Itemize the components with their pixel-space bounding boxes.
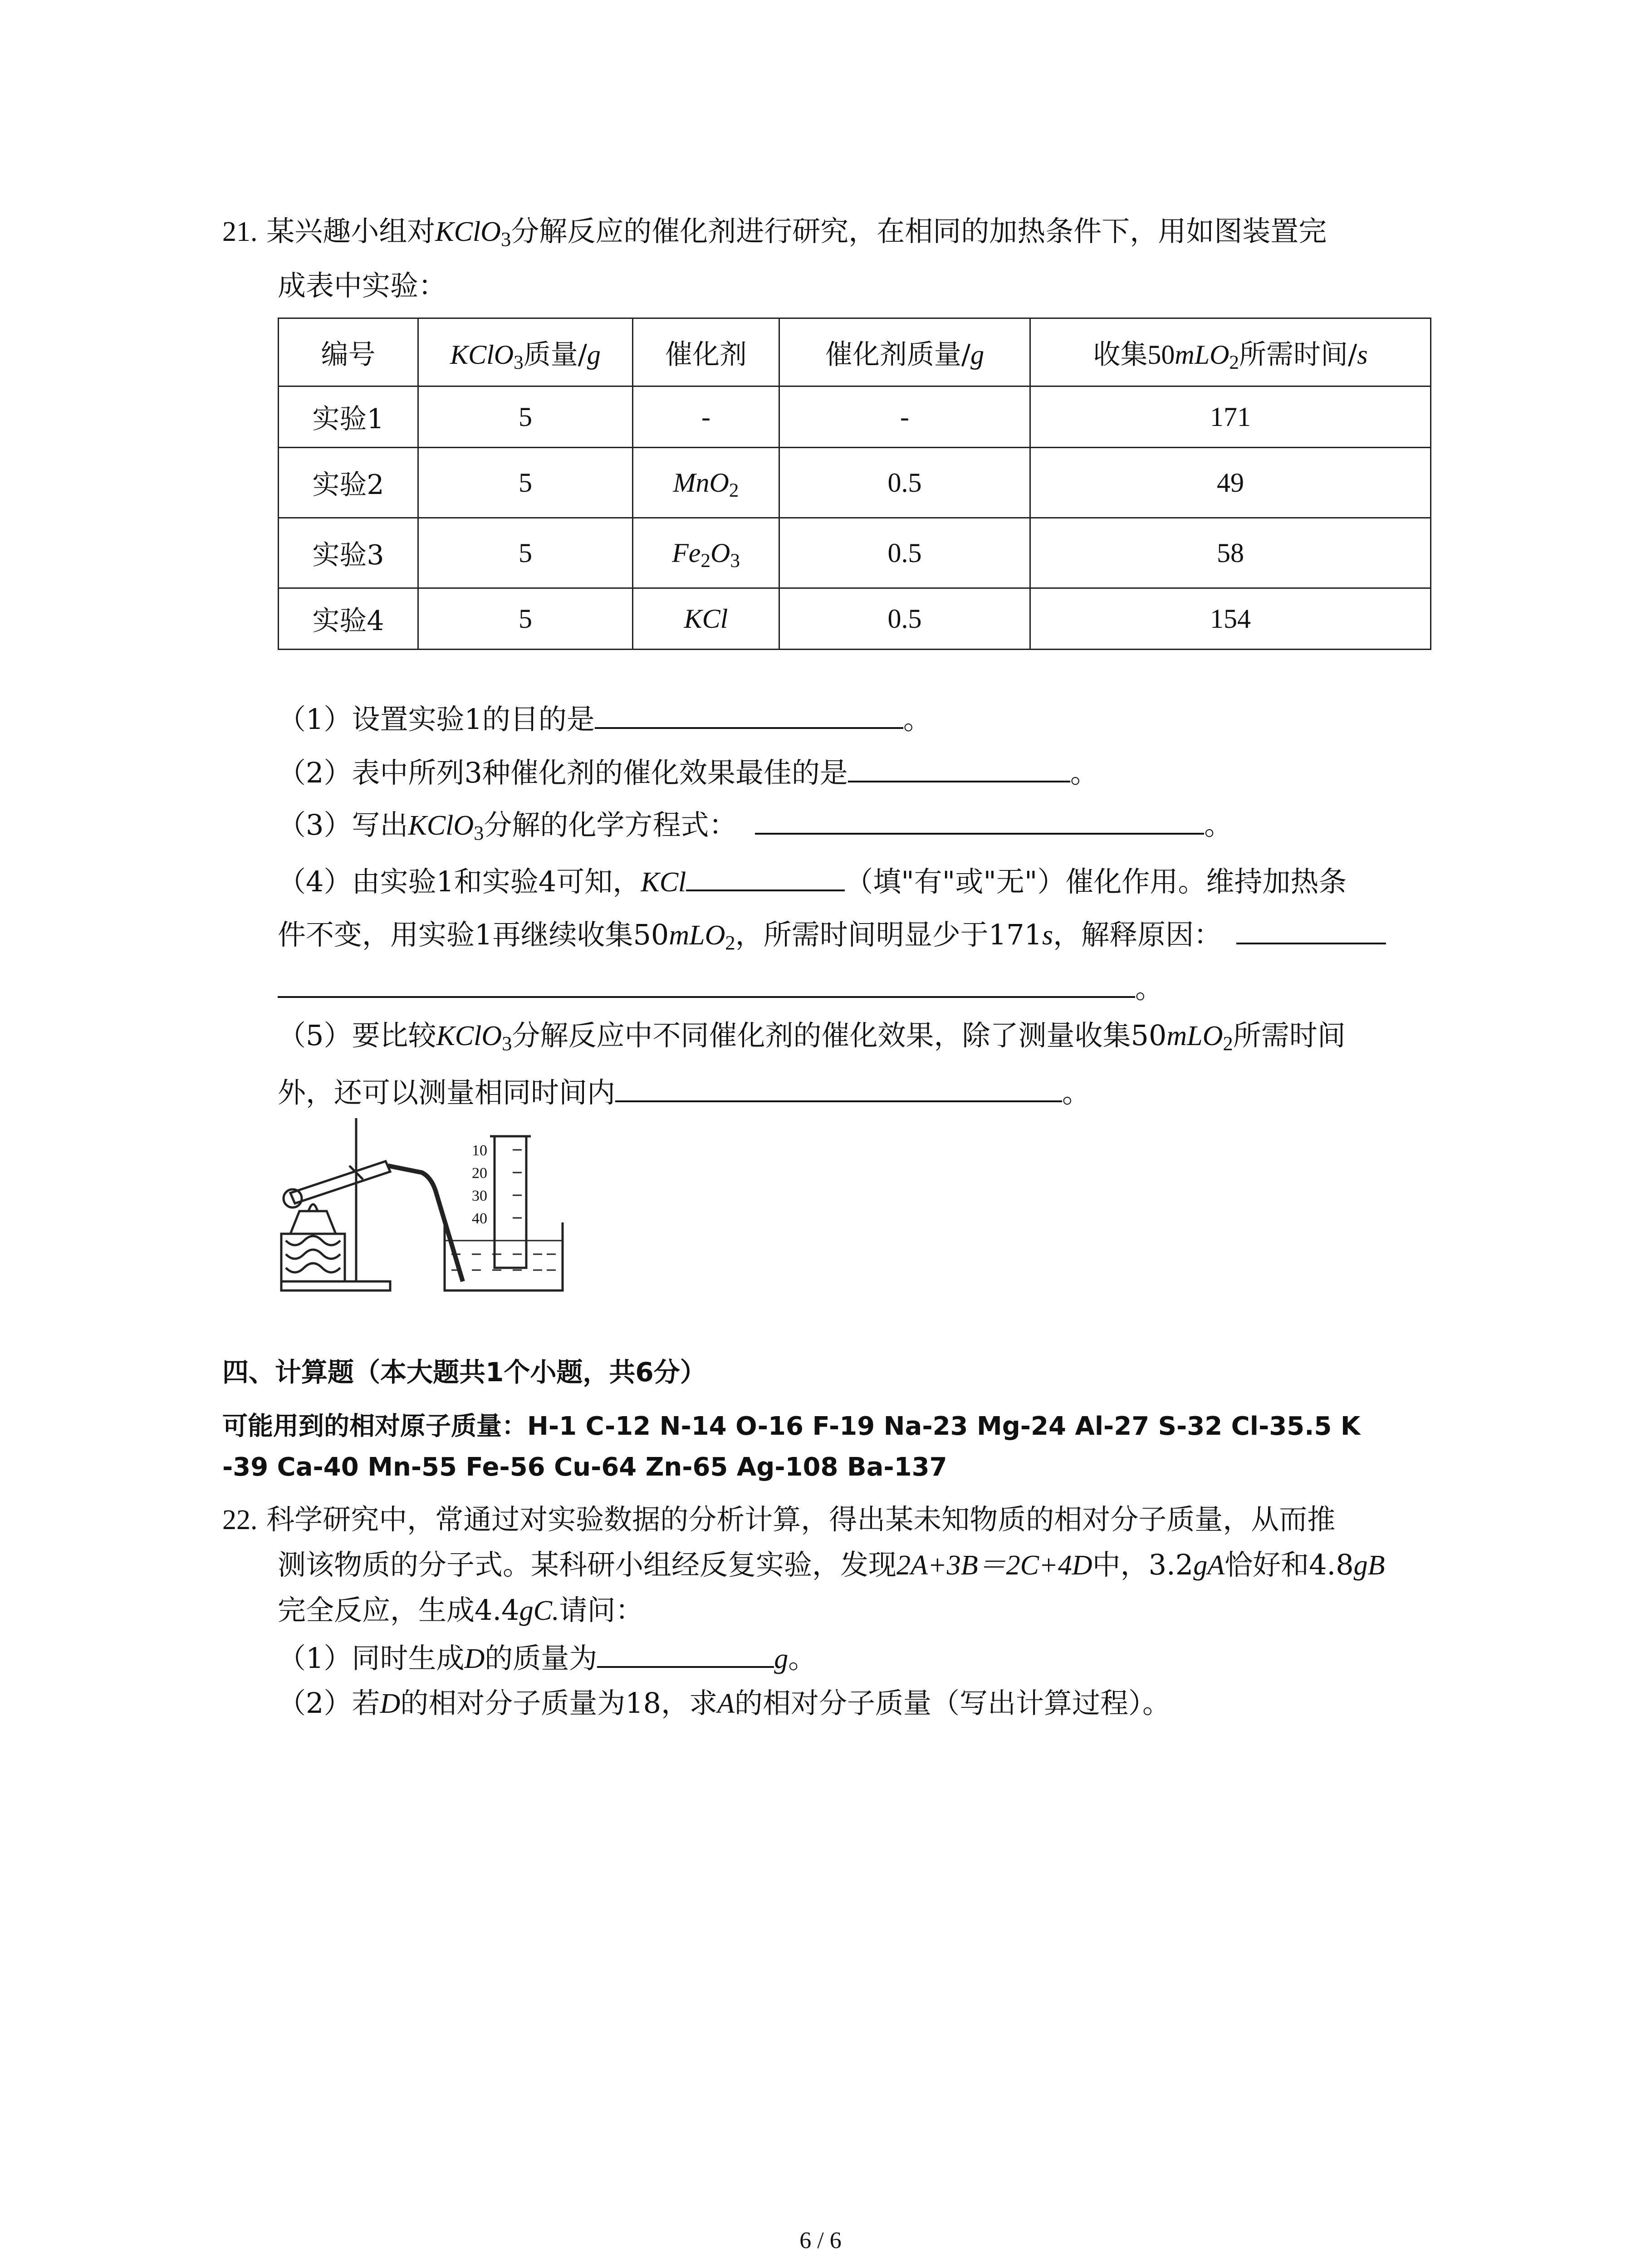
table-cell: 5 bbox=[418, 588, 633, 650]
table-row bbox=[279, 588, 1431, 650]
table-header-cell: KClO$_3$质量/g bbox=[418, 318, 633, 386]
answer-blank[interactable] bbox=[278, 970, 1135, 998]
q21-sub3-text-a: （3）写出 bbox=[278, 808, 408, 841]
section-title: 四、计算题（本大题共1个小题，共6分） bbox=[222, 1357, 706, 1388]
table-cell: - bbox=[633, 386, 779, 448]
table-cell-catalyst: $Fe_2O_3$ bbox=[633, 518, 779, 588]
table-row bbox=[279, 518, 1431, 588]
delivery-tube bbox=[388, 1166, 463, 1281]
q21-sub5-text-a: （5）要比较 bbox=[278, 1019, 436, 1052]
alcohol-lamp bbox=[290, 1211, 336, 1234]
q22-equation: 2A+3B＝2C+4D bbox=[896, 1550, 1092, 1581]
q21-stem-line1 bbox=[222, 213, 1327, 250]
table-header-row bbox=[279, 318, 1431, 386]
table-cell: 0.5 bbox=[779, 448, 1030, 518]
q22-line2: 测该物质的分子式。某科研小组经反复实验，发现2A+3B＝2C+4D中，3.2gA恰好和4.8gB bbox=[278, 1548, 1385, 1581]
q22-line3: 完全反应，生成4.4gC.请问： bbox=[278, 1593, 644, 1627]
cylinder-mark: 40 bbox=[472, 1210, 487, 1227]
q21-sub1-text: （1）设置实验1的目的是 bbox=[278, 703, 595, 736]
table-cell-catalyst: MnO$_2$ bbox=[633, 448, 779, 518]
table-cell: - bbox=[779, 386, 1030, 448]
period: 。 bbox=[1070, 756, 1098, 789]
table-cell: 5 bbox=[418, 386, 633, 448]
test-tube bbox=[290, 1161, 390, 1203]
q21-number: 21. bbox=[222, 216, 258, 247]
q22-line3-text-b: 请问： bbox=[559, 1593, 644, 1627]
period: 。 bbox=[1062, 1076, 1091, 1109]
q21-sub5-line2 bbox=[278, 1074, 1090, 1111]
q21-sub4-text-d: ，所需时间明显少于171 bbox=[735, 918, 1043, 951]
q21-sub4-text-a: （4）由实验1和实验4可知， bbox=[278, 865, 641, 898]
q22-sub2-text-c: 的相对分子质量（写出计算过程）。 bbox=[735, 1686, 1171, 1720]
q21-sub4-text-e: ，解释原因： bbox=[1053, 918, 1222, 951]
q21-sub2 bbox=[278, 754, 1098, 791]
answer-blank[interactable] bbox=[615, 1074, 1062, 1102]
table-cell-catalyst: KCl bbox=[633, 588, 779, 650]
table-header-cell: 催化剂质量/g bbox=[779, 318, 1030, 386]
stand-base bbox=[281, 1281, 390, 1290]
q21-sub4-text-b: （填"有"或"无"）催化作用。维持加热条 bbox=[845, 865, 1347, 898]
table-cell: 58 bbox=[1030, 518, 1431, 588]
q22-line2-text-a: 测该物质的分子式。某科研小组经反复实验，发现 bbox=[278, 1548, 897, 1581]
table-cell: 0.5 bbox=[779, 518, 1030, 588]
q22-sub2-text-a: （2）若 bbox=[278, 1686, 380, 1720]
q21-sub5-text-d: 外，还可以测量相同时间内 bbox=[278, 1076, 616, 1109]
q21-sub4-line1: （4）由实验1和实验4可知，KCl （填"有"或"无"）催化作用。维持加热条 bbox=[278, 863, 1347, 900]
cylinder-mark: 30 bbox=[472, 1188, 487, 1204]
table-cell: 5 bbox=[418, 448, 633, 518]
period: 。 bbox=[903, 703, 931, 736]
q21-stem-line2: 成表中实验： bbox=[278, 269, 447, 302]
q21-sub5-text-b: 分解反应中不同催化剂的催化效果，除了测量收集50 bbox=[512, 1019, 1167, 1052]
answer-blank[interactable] bbox=[848, 754, 1070, 782]
q21-stem-sub: 3 bbox=[500, 228, 511, 251]
q22-line2-text-b: 中，3.2 bbox=[1092, 1548, 1194, 1581]
cylinder-mark: 20 bbox=[472, 1165, 487, 1182]
q21-sub4-text-c: 件不变，用实验1再继续收集50 bbox=[278, 918, 669, 951]
answer-blank[interactable] bbox=[1236, 916, 1386, 944]
q22-line3-text-a: 完全反应，生成4.4 bbox=[278, 1593, 519, 1627]
q21-sub3: （3）写出KClO$_3$分解的化学方程式： 。 bbox=[278, 807, 1232, 844]
table-cell: 0.5 bbox=[779, 588, 1030, 650]
answer-blank[interactable] bbox=[597, 1640, 774, 1668]
q22-line1-text: 科学研究中，常通过对实验数据的分析计算，得出某未知物质的相对分子质量，从而推 bbox=[266, 1503, 1336, 1536]
q21-sub1 bbox=[278, 701, 931, 738]
q22-sub1: （1）同时生成D的质量为 g。 bbox=[278, 1640, 816, 1677]
q21-sub4-line3 bbox=[278, 970, 1163, 1007]
answer-blank[interactable] bbox=[595, 701, 903, 729]
q21-stem-a: 某兴趣小组对 bbox=[266, 215, 436, 248]
table-cell: 实验2 bbox=[279, 448, 418, 518]
q21-sub4-line2: 件不变，用实验1再继续收集50mLO$_2$，所需时间明显少于171s，解释原因： bbox=[278, 916, 1386, 953]
q22-number: 22. bbox=[222, 1505, 258, 1535]
table-cell: 实验3 bbox=[279, 518, 418, 588]
answer-blank[interactable] bbox=[686, 863, 845, 891]
period: 。 bbox=[1135, 972, 1164, 1005]
answer-blank[interactable] bbox=[755, 807, 1204, 835]
table-header-cell: 催化剂 bbox=[633, 318, 779, 386]
period: 。 bbox=[1204, 808, 1233, 841]
q21-sub3-text-b: 分解的化学方程式： bbox=[484, 808, 737, 841]
q21-sub5-text-c: 所需时间 bbox=[1233, 1019, 1346, 1052]
q21-stem-chem: KClO bbox=[435, 216, 501, 247]
atomic-mass-line1: 可能用到的相对原子质量：H-1 C-12 N-14 O-16 F-19 Na-23 Mg-24 Al-27 S-32 Cl-35.5 K bbox=[222, 1412, 1361, 1441]
table-cell: 49 bbox=[1030, 448, 1431, 518]
apparatus-illustration bbox=[272, 1118, 581, 1300]
table-cell: 实验4 bbox=[279, 588, 418, 650]
q21-sub2-text: （2）表中所列3种催化剂的催化效果最佳的是 bbox=[278, 756, 848, 789]
cylinder-mark: 10 bbox=[472, 1142, 487, 1159]
q21-sub5-line1: （5）要比较KClO$_3$分解反应中不同催化剂的催化效果，除了测量收集50mLO$_2$所需时间 bbox=[278, 1019, 1346, 1055]
q22-line1 bbox=[222, 1501, 1335, 1538]
graduated-cylinder bbox=[495, 1136, 526, 1268]
table-cell: 实验1 bbox=[279, 386, 418, 448]
page-number: 6 / 6 bbox=[799, 2228, 842, 2253]
table-header-cell: 编号 bbox=[279, 318, 418, 386]
table-row bbox=[279, 448, 1431, 518]
q22-sub2-text-b: 的相对分子质量为18，求 bbox=[400, 1686, 718, 1720]
q22-sub1-text-a: （1）同时生成 bbox=[278, 1642, 465, 1675]
table-header-cell: 收集50mLO$_2$所需时间/s bbox=[1030, 318, 1431, 386]
q22-sub2: （2）若D的相对分子质量为18，求A的相对分子质量（写出计算过程）。 bbox=[278, 1686, 1171, 1720]
atomic-mass-line2: -39 Ca-40 Mn-55 Fe-56 Cu-64 Zn-65 Ag-108 Ba-137 bbox=[222, 1452, 947, 1482]
table-cell: 5 bbox=[418, 518, 633, 588]
q21-stem-b: 分解反应的催化剂进行研究，在相同的加热条件下，用如图装置完 bbox=[511, 215, 1327, 248]
table-cell: 171 bbox=[1030, 386, 1431, 448]
table-row bbox=[279, 386, 1431, 448]
experiment-table bbox=[278, 318, 1431, 650]
q22-line2-text-c: 恰好和4.8 bbox=[1225, 1548, 1354, 1581]
q22-sub1-text-b: 的质量为 bbox=[485, 1642, 598, 1675]
table-cell: 154 bbox=[1030, 588, 1431, 650]
